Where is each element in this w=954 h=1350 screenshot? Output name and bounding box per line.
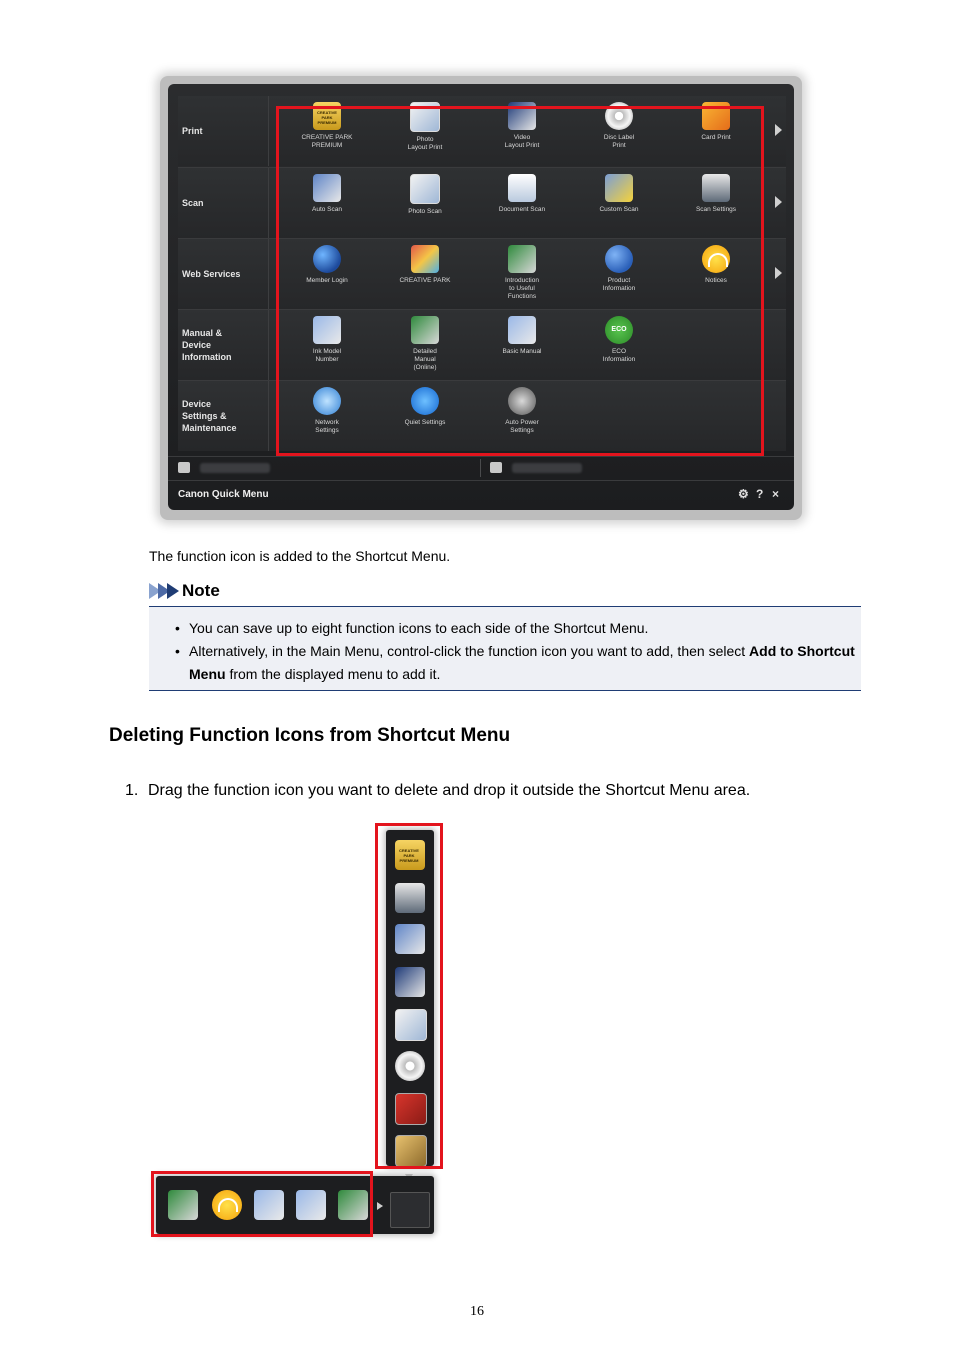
category-label: Scan <box>182 198 204 208</box>
item-label: Auto Power Settings <box>505 419 539 434</box>
scroll-right-arrow-icon[interactable] <box>775 267 782 279</box>
page-number: 16 <box>470 1304 484 1319</box>
item-label: Introduction to Useful Functions <box>505 277 539 300</box>
highlight-box <box>276 106 764 456</box>
quick-menu-screenshot <box>160 76 802 520</box>
highlight-box <box>375 823 443 1169</box>
quick-menu-panel <box>178 96 786 452</box>
item-label: Member Login <box>306 277 348 284</box>
scroll-right-arrow-icon[interactable] <box>775 124 782 136</box>
item-label: Custom Scan <box>599 206 639 213</box>
item-label: Video Layout Print <box>504 134 540 149</box>
item-label: Product Information <box>602 277 636 292</box>
item-label: Network Settings <box>315 419 339 434</box>
item-label: Disc Label Print <box>603 134 635 149</box>
scroll-right-arrow-icon[interactable] <box>775 196 782 208</box>
item-label: CREATIVE PARK <box>399 277 451 284</box>
item-label: Auto Scan <box>312 206 342 213</box>
item-label: ECO Information <box>602 348 636 363</box>
note-title: Note <box>182 581 220 600</box>
item-label: Scan Settings <box>695 206 737 213</box>
expand-right-arrow-icon[interactable] <box>377 1202 383 1210</box>
item-label: Notices <box>705 277 727 284</box>
item-label: Photo Scan <box>408 208 442 215</box>
scanner-icon <box>490 462 502 473</box>
note-box <box>149 606 861 691</box>
step-text: Drag the function icon you want to delete and drop it outside the Shortcut Menu area. <box>148 782 751 799</box>
highlight-box <box>151 1171 373 1237</box>
category-label: Print <box>182 126 203 136</box>
item-label: CREATIVE PARK PREMIUM <box>301 134 353 149</box>
help-icon[interactable]: ? <box>756 487 764 501</box>
item-label: Ink Model Number <box>312 348 342 363</box>
section-heading: Deleting Function Icons from Shortcut Menu <box>109 725 511 746</box>
app-title: Canon Quick Menu <box>178 489 269 500</box>
item-label: Detailed Manual (Online) <box>413 348 437 371</box>
category-label: Manual & Device Information <box>182 328 232 362</box>
quick-menu-footer <box>168 480 794 510</box>
step-number: 1. <box>125 782 139 799</box>
item-label: Document Scan <box>498 206 546 213</box>
category-label: Web Services <box>182 269 241 279</box>
category-label: Device Settings & Maintenance <box>182 399 237 433</box>
note-arrows-icon <box>149 583 176 599</box>
step-item <box>125 782 750 800</box>
close-icon[interactable]: × <box>772 487 780 501</box>
note-bullet: • Alternatively, in the Main Menu, control-click the function icon you want to add, then select Add to Shortcut Menu from the displayed menu to add it. <box>175 640 855 686</box>
note-header <box>149 580 220 602</box>
note-bullet: • You can save up to eight function icons to each side of the Shortcut Menu. <box>175 617 855 640</box>
blurred-device-name <box>200 463 270 473</box>
item-label: Card Print <box>701 134 731 141</box>
device-status-bar <box>168 456 794 479</box>
preferences-icon[interactable]: ⚙ <box>738 487 749 501</box>
item-label: Basic Manual <box>502 348 542 355</box>
blurred-device-name <box>512 463 582 473</box>
printer-icon <box>178 462 190 473</box>
main-menu-grid-icon[interactable] <box>390 1192 430 1228</box>
item-label: Quiet Settings <box>404 419 446 426</box>
item-label: Photo Layout Print <box>407 136 443 151</box>
figure-caption: The function icon is added to the Shortcut Menu. <box>149 548 451 564</box>
quick-menu-window <box>168 84 794 510</box>
